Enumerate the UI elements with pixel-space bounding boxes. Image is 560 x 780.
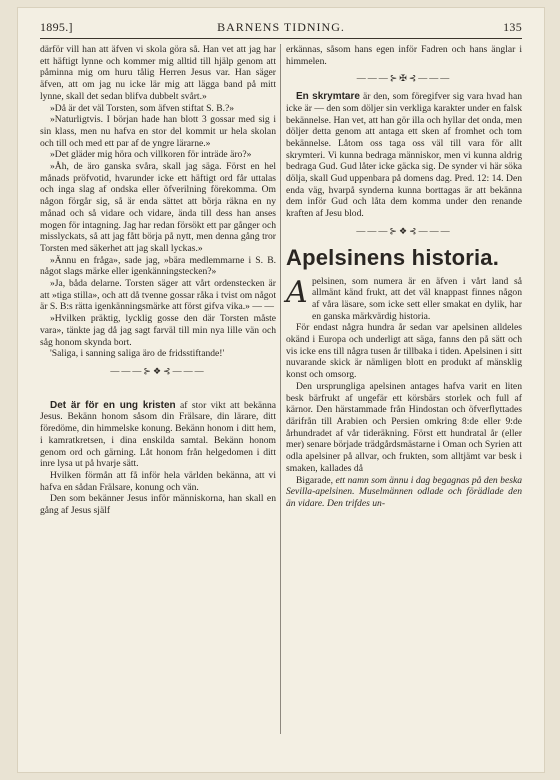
paragraph: »Naturligtvis. I början hade han blott 3 gossar med sig i sin klass, men nu hafva en stor del kommit ur hela skolan och till och med ett par af de yngre lärarne.» — [40, 114, 276, 149]
paragraph: »Då är det väl Torsten, som äfven stiftat S. B.?» — [50, 102, 235, 114]
paragraph: »Ännu en fråga», sade jag, »bära medlemmarne i S. B. något slags märke eller igenkänningstecken?» — [40, 254, 276, 278]
column-divider — [280, 44, 281, 734]
section-ornament: ———⊱❖⊰——— — [356, 225, 452, 236]
paragraph: af stor vikt att bekänna Jesus. Bekänn honom såsom din Frälsare, din lärare, ditt föredöme, din himmelske konung. Bekänn honom i ditt hem, i kamratkretsen, i dina enskilda samtal. Bekänn honom genom ord och gärning. Låt honom från helgedomen i ditt inre lysa ut på hvarje sätt. — [40, 399, 276, 470]
magazine-page — [18, 8, 544, 772]
italic-term: ett namn som ännu i dag begagnas på den beska Sevilla-apelsinen. Muselmännen odlade och förädlade den än vidare. Den trifdes un- — [286, 474, 522, 509]
paragraph: Hvilken förmån att få inför hela världen bekänna, att vi hafva en sådan Frälsare, konung och vän. — [40, 469, 276, 493]
paragraph: pelsinen, som numera är en äfven i vårt land så allmänt känd frukt, att det väl knappast finnes någon af våra läsare, som icke sett eller smakat en dylik, har en ganska märkvärdig historia. — [312, 275, 522, 322]
page-number: 135 — [503, 20, 522, 34]
drop-cap: A — [286, 274, 308, 310]
page-header — [40, 20, 522, 39]
paragraph: är den, som föregifver sig vara hvad han icke är — den som döljer sin verkliga karakter under en falsk bekännelse. Han vet, att han gör illa och hyllar det onda, men döljer detta genom att antaga ett sken af fromhet och tom bekännelse. Låtom oss taga oss väl till vara för allt skrymteri. Vi kunna bedraga människor, men vi kunna aldrig bedraga Gud. Gud låter icke gäcka sig. De synder vi här söka dölja, skall Gud uppenbara på domens dag. Pred. 12: 14. Den enda väg, hvarpå synderna kunna borttagas är att bekänna dem inför Gud och låta dem komma under den renande kraften af Jesu blod. — [286, 91, 523, 220]
header-year: 1895.] — [40, 20, 73, 34]
paragraph: »Det gläder mig höra och villkoren för inträde äro?» — [50, 149, 252, 161]
paragraph: erkännas, såsom hans egen inför Fadren och hans änglar i himmelen. — [286, 44, 522, 67]
section-ornament: ———⊱❖⊰——— — [110, 365, 206, 376]
paragraph: därför vill han att äfven vi skola göra så. Han vet att jag har ett häftigt lynne och kommer mig alltid till hjälp genom att påminna mig om huru tålig Herren Jesus var. Han säger äfven, att om jag nu icke lär mig att lägga band på mitt lynne, skall det sedan blifva dubbelt svårt.» — [40, 44, 276, 102]
paragraph: För endast några hundra år sedan var apelsinen alldeles okänd i Europa och underligt att säga, fanns den på sätt och vis icke ens till några tusen år tillbaka i tiden. Apelsinen i sitt nuvarande skick är nämligen blott en produkt af mänsklig konst och omsorg. — [286, 322, 522, 381]
section-lead: En skrymtare — [296, 91, 360, 103]
paragraph: Den ursprungliga apelsinen antages hafva varit en liten besk bärfrukt af ungefär ett körsbärs storlek och full af kärnor. Den härstammade från Hindostan och öfverflyttades därifrån till Arabien och Persien omkring 8:de eller 9:de århundradet af vår tideräkning. Först ett hundratal år (eller mer) senare började trädgårdsmästarne i Oman och Syrien att odla apelsiner på allvar, och frukten, som alltjämt var besk i smaken, kallades då — [286, 380, 522, 474]
article-title: Apelsinens historia. — [286, 244, 500, 270]
paragraph: »Hvilken präktig, lycklig gosse den där Torsten måste vara», tänkte jag då jag sagt farväl till min nya lille vän och såg honom skynda bort. — [40, 313, 276, 348]
paragraph: »Ja, båda delarne. Torsten säger att vårt ordenstecken är att »tiga stilla», och att då tvenne gossar råka i tvist om något är S. B:s rätta igenkänningsmärke att först gifva vika.» — — — [40, 278, 276, 313]
left-column — [40, 44, 276, 517]
right-column — [286, 44, 522, 510]
paragraph: Bigarade, — [296, 474, 334, 486]
paragraph: Den som bekänner Jesus inför människorna, han skall en gång af Jesus själf — [40, 493, 276, 517]
paragraph: 'Saliga, i sanning saliga äro de fridsstiftande!' — [50, 348, 225, 360]
paragraph: »Åh, de äro ganska svåra, skall jag säga. Först en hel månads pröfvotid, hvarunder icke ett häftigt ord får uttalas och inga slag af ondska eller öfverilning förekomma. Om någon förgår sig, så är enda sättet att börja räkna en ny månad och så vidare och vidare, ända till dess han anses mogen för intagning. Jag har redan försökt ett par gånger och misslyckats, så att jag fått börja på nytt, men denna gång tror Torsten med säkerhet att jag skall lyckas.» — [40, 161, 276, 254]
publication-title: BARNENS TIDNING. — [217, 20, 345, 34]
section-ornament: ———⊱✠⊰——— — [356, 73, 452, 84]
section-lead: Det är för en ung kristen — [50, 399, 176, 411]
